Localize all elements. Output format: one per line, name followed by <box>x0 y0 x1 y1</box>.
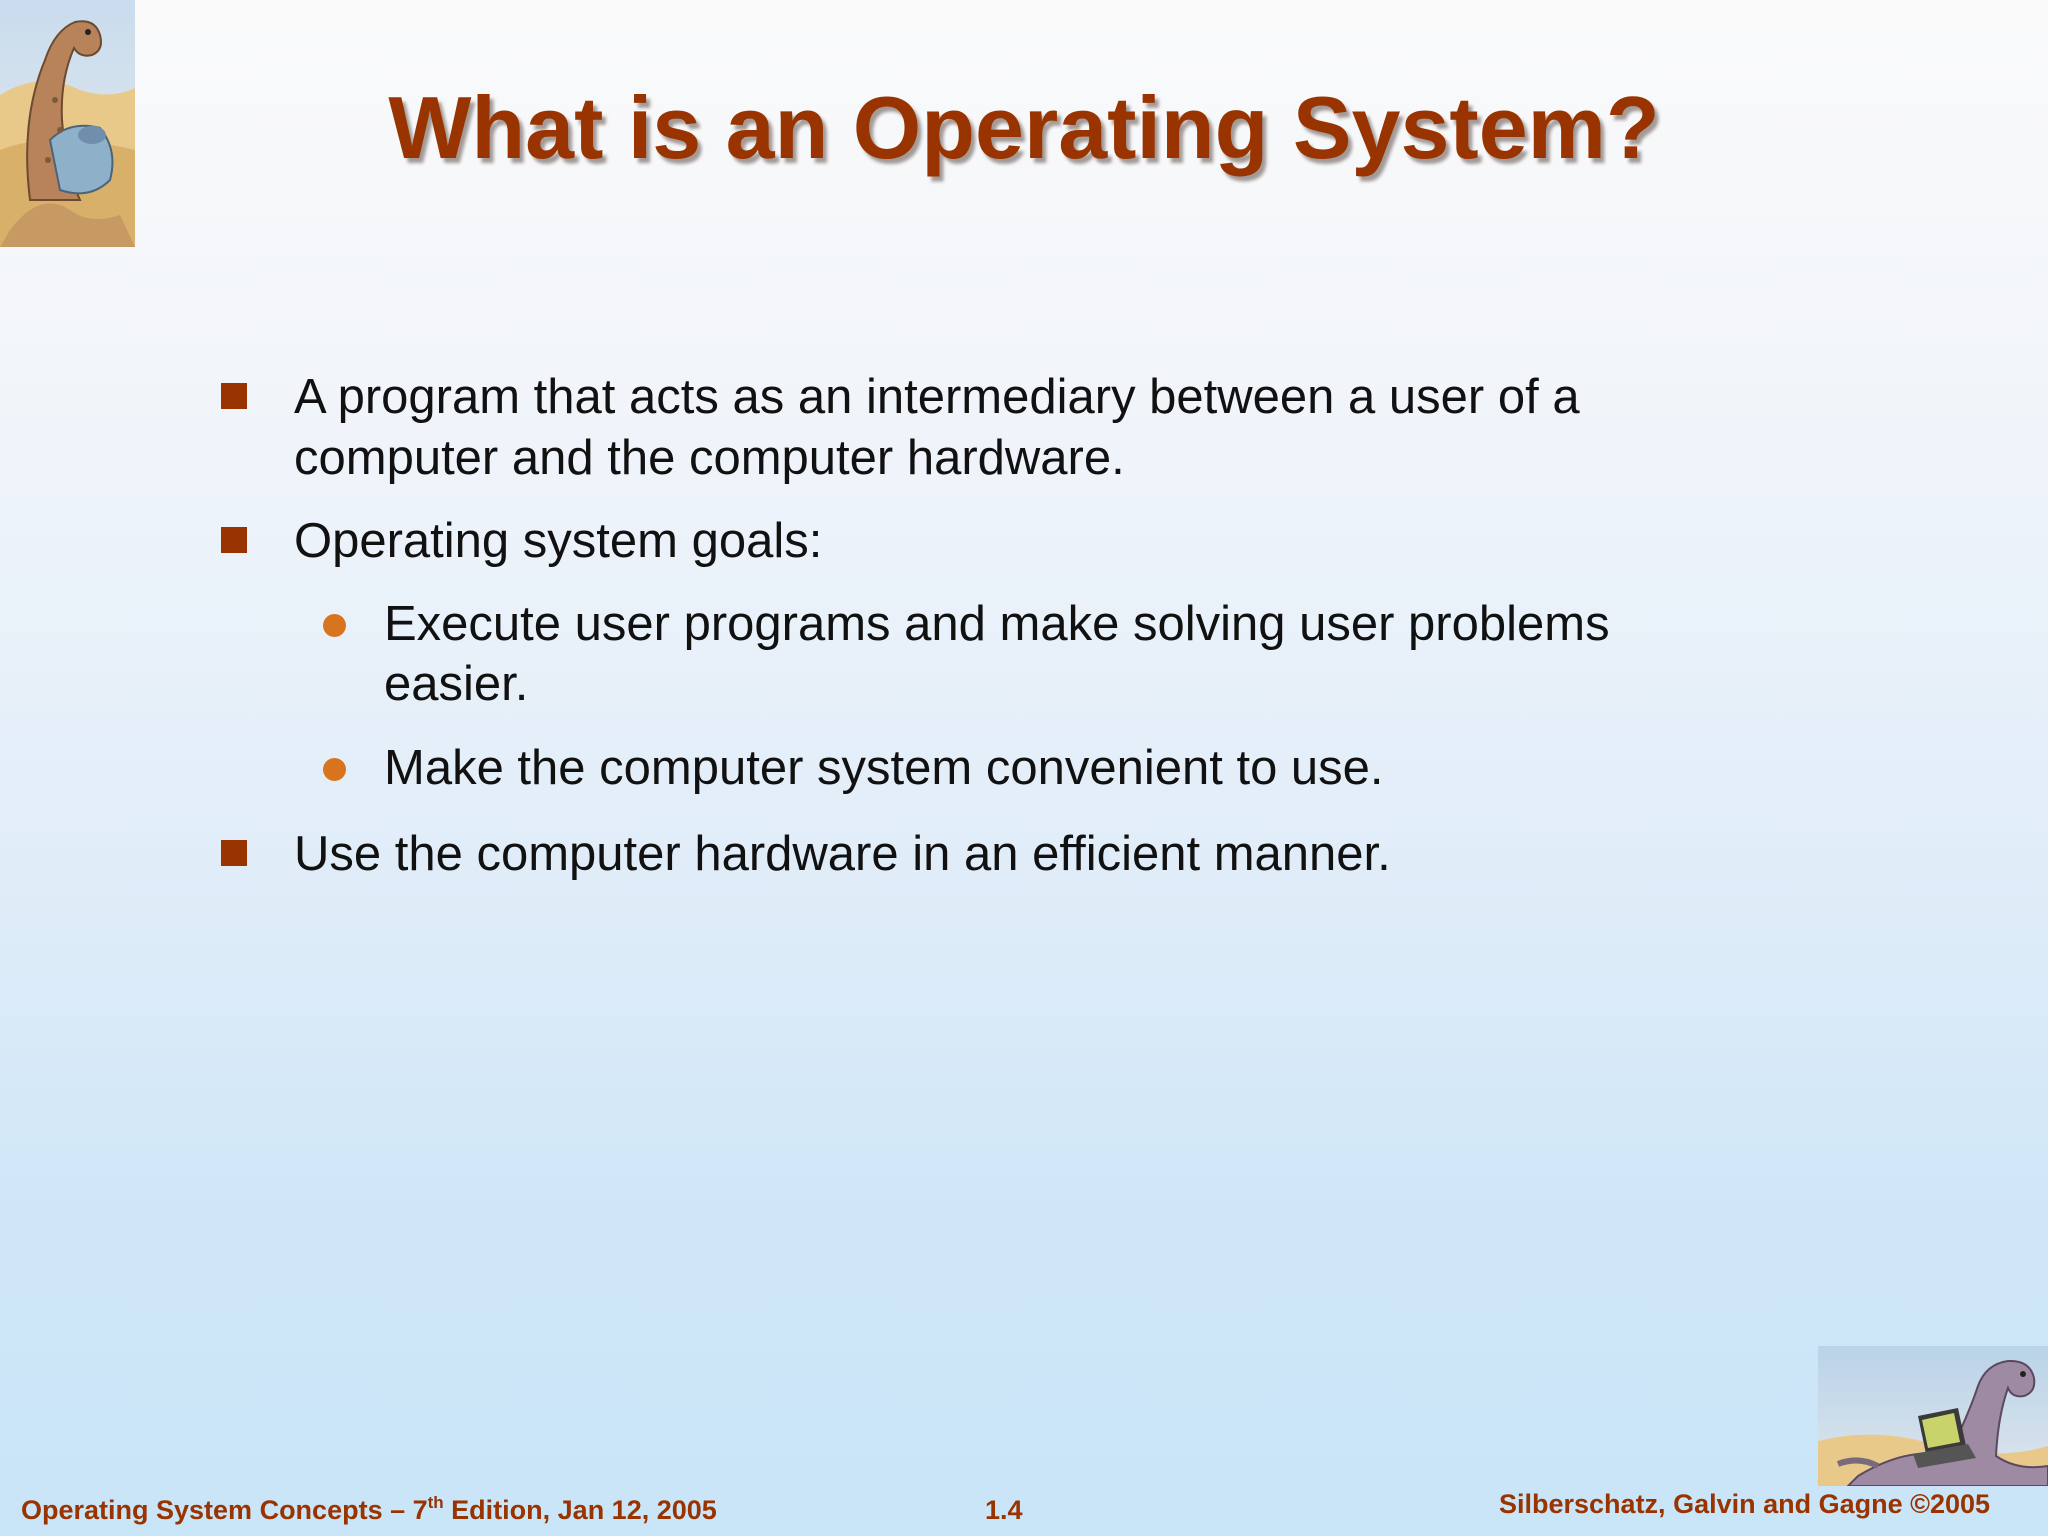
sub-bullet-text: easier. <box>384 657 529 711</box>
bullet-text: Operating system goals: <box>294 514 823 568</box>
footer-left <box>21 1494 717 1526</box>
round-bullet-icon <box>323 614 346 637</box>
bullet-text: computer and the computer hardware. <box>294 431 1125 485</box>
footer-left-prefix: Operating System Concepts – 7 <box>21 1495 428 1525</box>
bullet-text: Use the computer hardware in an efficient manner. <box>294 827 1391 881</box>
sub-bullet-text: Make the computer system convenient to use. <box>384 741 1384 795</box>
square-bullet-icon <box>221 527 247 553</box>
sub-bullet-text: Execute user programs and make solving user problems <box>384 597 1610 651</box>
footer-left-superscript: th <box>427 1493 444 1512</box>
slide-title: What is an Operating System? <box>388 78 1660 177</box>
footer-left-suffix: Edition, Jan 12, 2005 <box>443 1495 717 1525</box>
bullet-text: A program that acts as an intermediary between a user of a <box>294 370 1580 424</box>
square-bullet-icon <box>221 383 247 409</box>
round-bullet-icon <box>323 758 346 781</box>
page-number: 1.4 <box>985 1495 1023 1525</box>
footer-right: Silberschatz, Galvin and Gagne ©2005 <box>1499 1489 1991 1519</box>
square-bullet-icon <box>221 840 247 866</box>
